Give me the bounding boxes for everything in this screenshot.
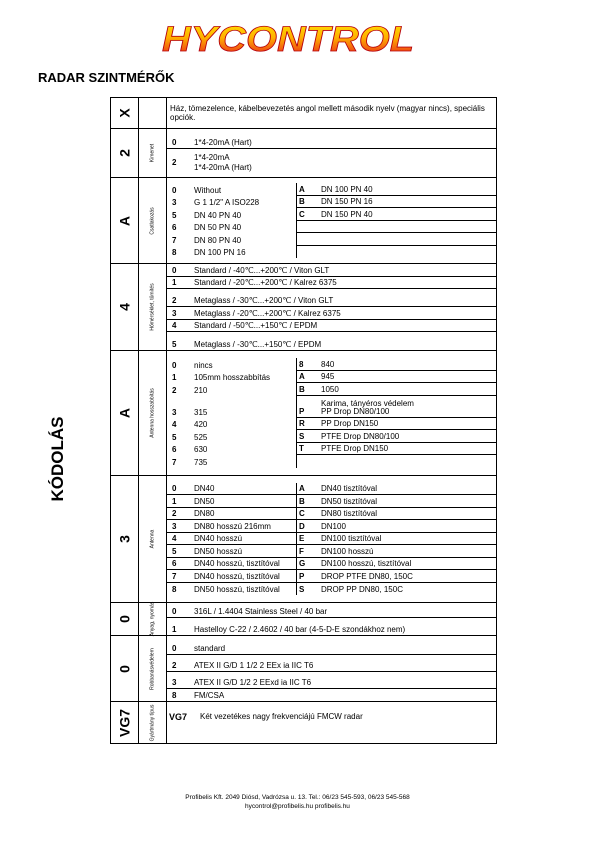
category-label: Anyag, nyomás (148, 601, 155, 637)
extras-description: Ház, tömezelence, kábelbevezetés angol mellett második nyelv (magyar nincs), speciális opciók. (170, 103, 485, 122)
option-code: 4 (172, 420, 177, 430)
position-code: 0 (115, 664, 132, 673)
option-row (167, 637, 496, 655)
option-row (297, 396, 496, 418)
option-row (167, 495, 296, 508)
option-code: 0 (172, 360, 177, 370)
option-row-empty (297, 246, 496, 259)
option-description: DN80 tisztítóval (321, 509, 378, 519)
option-description: 420 (194, 420, 208, 430)
option-row (167, 672, 496, 689)
block-type (111, 702, 497, 744)
option-code: 3 (172, 308, 177, 318)
option-row (167, 443, 296, 456)
position-code-cell (111, 129, 139, 178)
option-description: DN40 (194, 484, 215, 494)
option-row (167, 208, 296, 221)
option-row (167, 418, 296, 431)
ordering-code-table (110, 97, 497, 744)
option-row (167, 221, 296, 234)
option-row (297, 545, 496, 558)
position-code: 2 (115, 149, 132, 157)
option-row (297, 558, 496, 571)
option-description: 1*4-20mA (Hart) (194, 138, 252, 147)
option-row (167, 358, 296, 371)
category-cell (139, 98, 167, 129)
option-code: 6 (172, 223, 177, 232)
option-description: Metaglass / -30℃...+200℃ / Viton GLT (194, 296, 334, 305)
option-description: nincs (194, 360, 213, 370)
option-code: 2 (172, 385, 177, 395)
option-description: DN 50 PN 40 (194, 223, 242, 232)
block-antenna-extension (111, 351, 497, 476)
option-code: B (299, 384, 305, 394)
option-description: DN 80 PN 40 (194, 235, 242, 245)
option-description: Standard / -40℃...+200℃ / Viton GLT (194, 265, 330, 275)
position-code: 4 (115, 303, 132, 311)
option-description: DN40 tisztítóval (321, 484, 378, 494)
position-code: 3 (115, 535, 132, 543)
option-code: 8 (299, 359, 304, 369)
position-code: X (115, 108, 132, 118)
option-description: 1050 (321, 384, 339, 394)
option-description: PP Drop DN150 (321, 419, 379, 429)
position-code-cell (111, 636, 139, 702)
option-description: DN100 tisztítóval (321, 534, 382, 544)
category-cell (139, 603, 167, 636)
option-row (167, 533, 296, 546)
category-label: Antenna (148, 529, 155, 549)
logo-text: HYCONTROL (162, 20, 414, 58)
options-cell (167, 178, 497, 264)
option-row (167, 246, 296, 259)
options-cell (167, 264, 497, 351)
options-cell (167, 603, 497, 636)
option-row (297, 583, 496, 596)
footer-address: Profibelis Kft. 2049 Diósd, Vadrózsa u. 13. Tel.: 06/23 545-593, 06/23 545-568 (185, 794, 410, 801)
option-description: DN 150 PN 16 (321, 197, 373, 206)
option-description: DN100 hosszú (321, 546, 374, 556)
option-description: standard (194, 643, 226, 653)
option-description: DN100 (321, 521, 346, 531)
position-code-cell (111, 178, 139, 264)
option-description: 316L / 1.4404 Stainless Steel / 40 bar (194, 607, 328, 616)
option-description: DN50 hosszú (194, 546, 243, 556)
position-code-cell (111, 702, 139, 744)
option-code: 3 (172, 677, 177, 687)
option-description: Metaglass / -30℃...+150℃ / EPDM (194, 340, 322, 349)
option-code: 3 (172, 407, 177, 417)
option-code: P (299, 406, 305, 416)
option-code: 3 (172, 198, 177, 207)
category-cell (139, 476, 167, 603)
options-cell (167, 476, 497, 603)
block-extra (111, 98, 497, 129)
option-code: 5 (172, 340, 177, 349)
option-code: E (299, 534, 305, 544)
option-row (167, 603, 496, 618)
option-row (297, 183, 496, 196)
option-code: 6 (172, 445, 177, 455)
position-code-cell (111, 351, 139, 476)
position-code-cell (111, 264, 139, 351)
option-row (167, 558, 296, 571)
option-code: 1 (172, 278, 177, 287)
option-code: 7 (172, 457, 177, 467)
options-cell (167, 351, 497, 476)
option-description: DN40 hosszú, tisztítóval (194, 559, 280, 569)
option-description: DN 100 PN 40 (321, 184, 373, 194)
block-output (111, 129, 497, 178)
option-code: 4 (172, 534, 177, 544)
option-code: 2 (172, 660, 177, 670)
option-row (297, 508, 496, 521)
option-row-empty (297, 233, 496, 246)
option-code: 5 (172, 210, 177, 220)
option-row (167, 277, 496, 290)
option-row (167, 320, 496, 333)
option-row (167, 332, 496, 350)
option-description: 525 (194, 432, 208, 442)
option-row (167, 430, 296, 443)
option-row (167, 708, 496, 728)
option-row (167, 508, 296, 521)
position-code-cell (111, 603, 139, 636)
option-row (297, 495, 496, 508)
category-label: Robbanásvédelem (148, 647, 155, 690)
option-code: 1 (172, 625, 177, 634)
option-code: T (299, 444, 304, 454)
option-row-empty (297, 455, 496, 468)
option-description: 1*4-20mA 1*4-20mA (Hart) (194, 152, 252, 172)
option-code: C (299, 509, 305, 519)
option-row (167, 455, 296, 468)
category-cell (139, 129, 167, 178)
option-code: A (299, 184, 305, 194)
option-code: 0 (172, 607, 177, 616)
block-approval (111, 636, 497, 702)
option-code: 8 (172, 690, 177, 700)
option-code: A (299, 372, 305, 382)
option-row (297, 430, 496, 443)
option-code: 2 (172, 509, 177, 519)
option-description: 105mm hosszabbítás (194, 373, 271, 383)
option-row (297, 196, 496, 209)
block-connection (111, 178, 497, 264)
option-row (167, 183, 296, 196)
position-code-cell (111, 98, 139, 129)
option-code: 1 (172, 496, 177, 506)
option-description: DROP PTFE DN80, 150C (321, 571, 413, 581)
footer-contact: hycontrol@profibelis.hu profibelis.hu (245, 803, 350, 811)
option-description: PTFE Drop DN150 (321, 444, 389, 454)
footer (0, 793, 595, 812)
option-row (167, 583, 296, 596)
option-code: G (299, 559, 306, 569)
category-label: Hőmérséklet, tömítés (148, 283, 155, 331)
category-label: Gyártmány típus (148, 704, 155, 741)
option-row (297, 371, 496, 384)
option-code: 7 (172, 235, 177, 245)
category-cell (139, 636, 167, 702)
option-description: DN50 (194, 496, 215, 506)
option-description: FM/CSA (194, 690, 225, 700)
option-row (297, 533, 496, 546)
option-code: 3 (172, 521, 177, 531)
option-description: 630 (194, 445, 208, 455)
option-description: Hastelloy C-22 / 2.4602 / 40 bar (4-5-D-E szondákhoz nem) (194, 625, 406, 634)
option-row (167, 545, 296, 558)
option-code: S (299, 585, 305, 595)
option-code: P (299, 571, 305, 581)
option-code: 0 (172, 185, 177, 195)
option-code: R (299, 419, 305, 429)
category-cell (139, 702, 167, 744)
position-code: VG7 (115, 708, 132, 737)
option-code: 0 (172, 265, 177, 275)
options-cell (167, 702, 497, 744)
option-row (297, 520, 496, 533)
option-description: Standard / -50℃...+150℃ / EPDM (194, 321, 318, 330)
position-code: A (115, 215, 132, 226)
option-row (297, 383, 496, 396)
option-row (167, 396, 296, 418)
option-description: Metaglass / -20℃...+200℃ / Kalrez 6375 (194, 308, 341, 318)
option-row (167, 149, 496, 177)
options-cell (167, 129, 497, 178)
option-description: DN80 (194, 509, 215, 519)
category-label: Antenna hosszabbítás (148, 388, 155, 438)
option-row (167, 196, 296, 209)
option-row-empty (297, 221, 496, 234)
option-row (167, 618, 496, 635)
option-code: D (299, 521, 305, 531)
option-row (167, 570, 296, 583)
option-row (297, 483, 496, 496)
option-code: B (299, 496, 305, 506)
option-code: C (299, 209, 305, 219)
option-row (297, 570, 496, 583)
option-row (297, 358, 496, 371)
option-code: 8 (172, 248, 177, 257)
option-row (167, 264, 496, 277)
option-code: A (299, 484, 305, 494)
option-row (167, 371, 296, 384)
option-row (167, 689, 496, 701)
option-description: 840 (321, 359, 335, 369)
option-description: DN 150 PN 40 (321, 209, 373, 219)
block-temperature (111, 264, 497, 351)
option-code: 2 (172, 296, 177, 305)
option-description: DN100 hosszú, tisztítóval (321, 559, 412, 569)
option-description: DN40 hosszú, tisztítóval (194, 571, 280, 581)
option-code: B (299, 197, 305, 206)
option-code: 0 (172, 484, 177, 494)
option-row (167, 655, 496, 672)
option-description: Without (194, 185, 222, 195)
option-code: VG7 (169, 711, 188, 722)
option-description: DN50 hosszú, tisztítóval (194, 585, 280, 595)
option-description: G 1 1/2" A ISO228 (194, 198, 260, 207)
option-row (167, 483, 296, 496)
option-row (297, 208, 496, 221)
option-description: 735 (194, 457, 208, 467)
option-description: 315 (194, 407, 208, 417)
option-code: S (299, 431, 305, 441)
option-description: DN 100 PN 16 (194, 248, 246, 257)
option-description: DROP PP DN80, 150C (321, 585, 403, 595)
option-description: Karima, tányéros védelem PP Drop DN80/100 (321, 398, 414, 416)
option-code: 6 (172, 559, 177, 569)
option-row (167, 129, 496, 149)
option-row (297, 443, 496, 456)
option-code: F (299, 546, 304, 556)
category-label: Kimenet (148, 143, 155, 163)
position-code: A (115, 407, 132, 419)
option-code: 8 (172, 585, 177, 595)
option-description: 210 (194, 385, 208, 395)
option-code: 2 (172, 157, 177, 167)
option-code: 0 (172, 643, 177, 653)
option-code: 7 (172, 571, 177, 581)
option-row (167, 289, 496, 307)
option-description: PTFE Drop DN80/100 (321, 431, 400, 441)
option-description: Standard / -20℃...+200℃ / Kalrez 6375 (194, 278, 337, 287)
position-code-cell (111, 476, 139, 603)
company-logo (158, 20, 418, 58)
position-code: 0 (115, 615, 132, 623)
category-cell (139, 351, 167, 476)
options-cell (167, 636, 497, 702)
category-label: Csatlakozás (148, 206, 155, 235)
option-code: 1 (172, 373, 177, 383)
option-code: 4 (172, 321, 177, 330)
option-description: DN40 hosszú (194, 534, 243, 544)
options-cell (167, 98, 497, 129)
option-description: ATEX II G/D 1 1/2 2 EEx ia IIC T6 (194, 660, 314, 670)
option-row (167, 383, 296, 396)
option-row (167, 233, 296, 246)
option-row (297, 418, 496, 431)
block-material (111, 603, 497, 636)
option-description: Két vezetékes nagy frekvenciájú FMCW radar (200, 712, 363, 721)
category-cell (139, 178, 167, 264)
category-cell (139, 264, 167, 351)
option-row (167, 307, 496, 320)
coding-label: KÓDOLÁS (48, 416, 67, 502)
option-description: 945 (321, 372, 335, 382)
option-description: ATEX II G/D 1/2 2 EExd ia IIC T6 (194, 677, 312, 687)
option-description: DN 40 PN 40 (194, 210, 242, 220)
block-antenna (111, 476, 497, 603)
option-description: DN80 hosszú 216mm (194, 521, 271, 531)
option-code: 0 (172, 138, 177, 147)
page-title: RADAR SZINTMÉRŐK (38, 70, 175, 85)
option-code: 5 (172, 546, 177, 556)
option-row (167, 520, 296, 533)
option-description: DN50 tisztítóval (321, 496, 378, 506)
option-code: 5 (172, 432, 177, 442)
